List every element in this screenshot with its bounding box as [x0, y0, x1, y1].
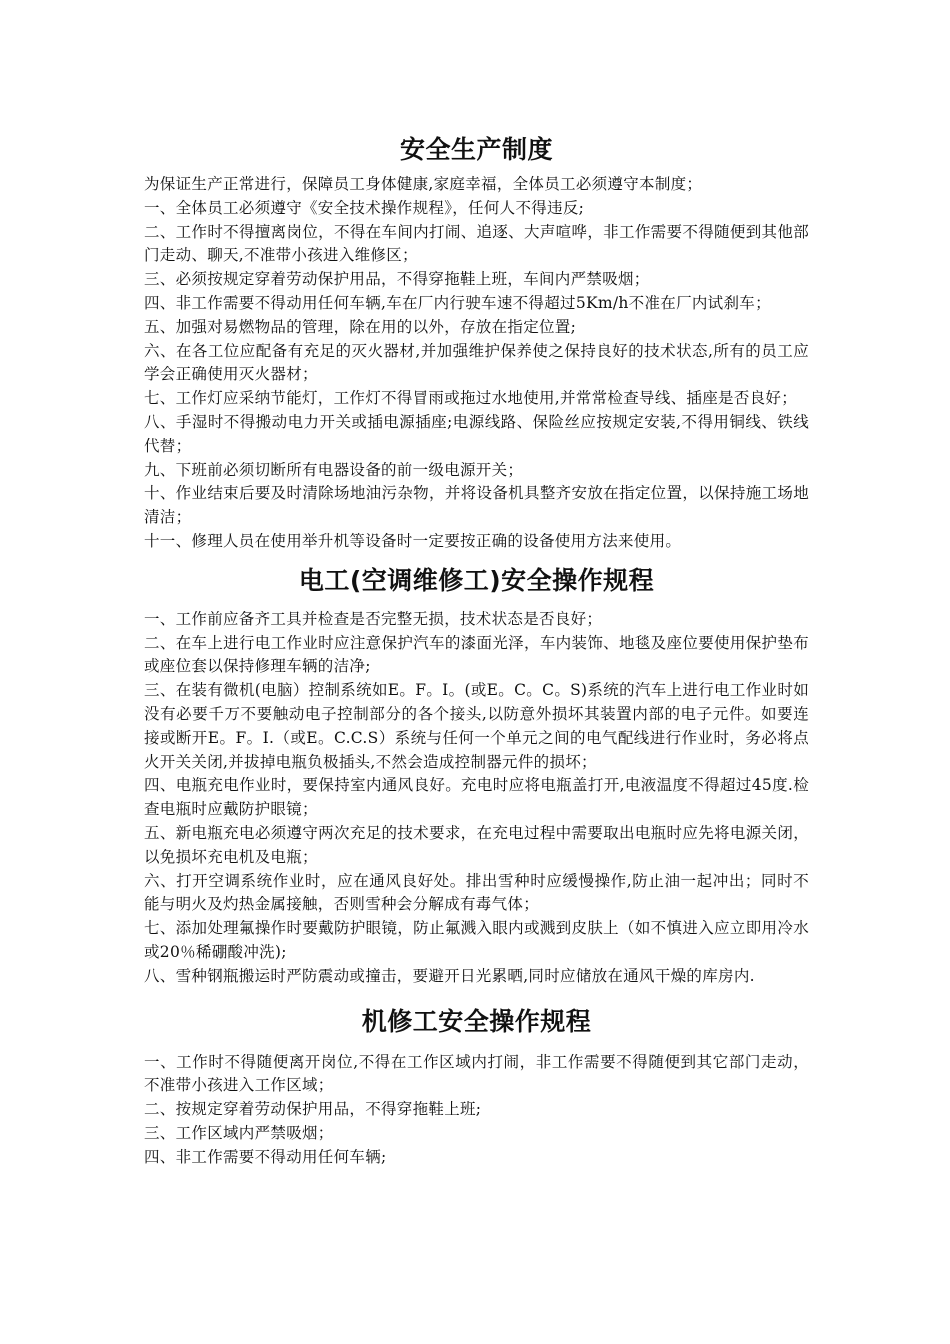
rule-item: 十、作业结束后要及时清除场地油污杂物，并将设备机具整齐安放在指定位置，以保持施工场地清洁； — [144, 484, 809, 527]
rule-item: 六、打开空调系统作业时，应在通风良好处。排出雪种时应缓慢操作,防止油一起冲出；同时不能与明火及灼热金属接触，否则雪种会分解成有毒气体； — [144, 871, 809, 914]
rule-item: 一、工作时不得随便离开岗位,不得在工作区域内打闹，非工作需要不得随便到其它部门走动，不准带小孩进入工作区域； — [144, 1052, 809, 1095]
rule-item: 二、在车上进行电工作业时应注意保护汽车的漆面光泽，车内装饰、地毯及座位要使用保护垫布或座位套以保持修理车辆的洁净; — [144, 633, 809, 676]
section-title: 安全生产制度 — [399, 135, 553, 164]
section-title: 电工(空调维修工)安全操作规程 — [298, 565, 655, 595]
document-body — [144, 127, 809, 1169]
rule-item: 二、工作时不得擅离岗位，不得在车间内打闹、追逐、大声喧哗，非工作需要不得随便到其他部门走动、聊天,不准带小孩进入维修区； — [144, 222, 809, 265]
rule-item: 九、下班前必须切断所有电器设备的前一级电源开关； — [144, 460, 524, 479]
section-safety-production-rules — [144, 127, 809, 554]
section-title: 机修工安全操作规程 — [361, 1006, 592, 1036]
rule-item: 十一、修理人员在使用举升机等设备时一定要按正确的设备使用方法来使用。 — [144, 531, 682, 550]
rule-item: 一、全体员工必须遵守《安全技术操作规程》，任何人不得违反; — [144, 198, 585, 217]
rule-item: 三、在装有微机(电脑）控制系统如E。F。I。(或E。C。C。S)系统的汽车上进行电工作业时如没有必要千万不要触动电子控制部分的各个接头,以防意外损坏其装置内部的电子元件。如要连接或断开E。F。I.（或E。C.C.S）系统与任何一个单元之间的电气配线进行作业时，务必将点火开关关闭,并拔掉电瓶负极插头,不然会造成控制器元件的损坏； — [144, 681, 809, 771]
rule-item: 八、手湿时不得搬动电力开关或插电源插座;电源线路、保险丝应按规定安装,不得用铜线、铁线代替； — [144, 412, 809, 455]
rule-item: 三、工作区域内严禁吸烟； — [144, 1123, 334, 1142]
rule-item: 七、工作灯应采纳节能灯，工作灯不得冒雨或拖过水地使用,并常常检查导线、插座是否良好； — [144, 389, 798, 408]
rule-item: 四、非工作需要不得动用任何车辆; — [144, 1147, 387, 1166]
rule-item: 五、新电瓶充电必须遵守两次充足的技术要求，在充电过程中需要取出电瓶时应先将电源关闭，以免损坏充电机及电瓶； — [144, 823, 809, 866]
rule-item: 四、非工作需要不得动用任何车辆,车在厂内行驶车速不得超过5Km/h不准在厂内试刹车； — [144, 293, 771, 312]
rule-item: 一、工作前应备齐工具并检查是否完整无损，技术状态是否良好； — [144, 609, 603, 628]
rule-item: 六、在各工位应配备有充足的灭火器材,并加强维护保养使之保持良好的技术状态,所有的员工应学会正确使用灭火器材； — [144, 341, 809, 384]
rule-item: 五、加强对易燃物品的管理，除在用的以外，存放在指定位置; — [144, 317, 577, 336]
section-electrician-safety-procedures — [144, 554, 809, 989]
rule-item: 四、电瓶充电作业时，要保持室内通风良好。充电时应将电瓶盖打开,电液温度不得超过45度.检查电瓶时应戴防护眼镜； — [144, 776, 809, 819]
rule-item: 八、雪种钢瓶搬运时严防震动或撞击，要避开日光累晒,同时应储放在通风干燥的库房内. — [144, 966, 755, 985]
intro-paragraph: 为保证生产正常进行，保障员工身体健康,家庭幸福，全体员工必须遵守本制度； — [144, 175, 703, 193]
section-mechanic-safety-procedures — [144, 993, 809, 1170]
rule-item: 七、添加处理氟操作时要戴防护眼镜，防止氟溅入眼内或溅到皮肤上（如不慎进入应立即用冷水或20％稀硼酸冲洗); — [144, 919, 809, 961]
rule-item: 二、按规定穿着劳动保护用品，不得穿拖鞋上班; — [144, 1100, 482, 1119]
rule-item: 三、必须按规定穿着劳动保护用品，不得穿拖鞋上班，车间内严禁吸烟； — [144, 270, 650, 289]
